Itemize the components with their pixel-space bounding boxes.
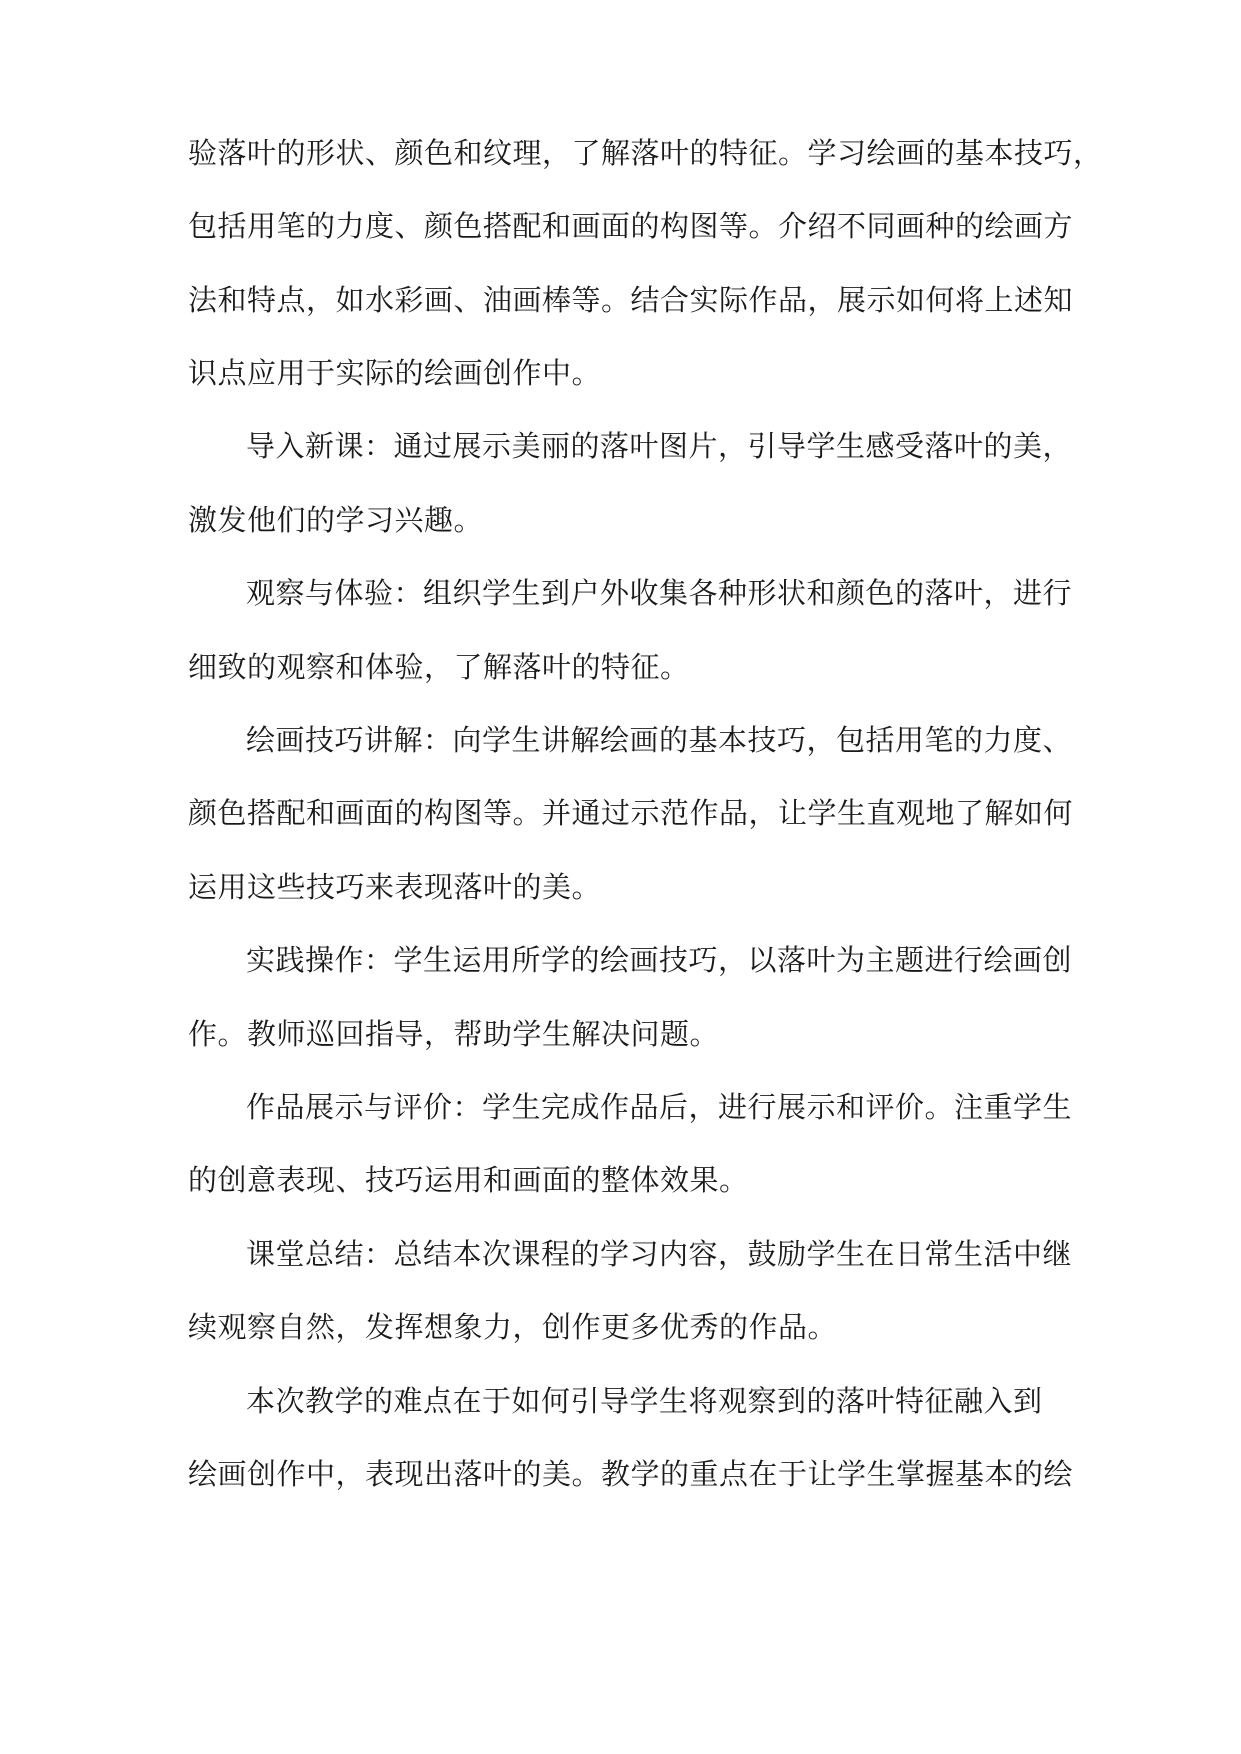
paragraph-first-line: 导入新课：通过展示美丽的落叶图片，引导学生感受落叶的美， (246, 429, 1073, 463)
text-line: 颜色搭配和画面的构图等。并通过示范作品，让学生直观地了解如何 (188, 796, 1074, 830)
paragraph-first-line: 作品展示与评价：学生完成作品后，进行展示和评价。注重学生 (246, 1090, 1073, 1124)
text-line: 运用这些技巧来表现落叶的美。 (188, 870, 602, 904)
text-line: 包括用笔的力度、颜色搭配和画面的构图等。介绍不同画种的绘画方 (188, 209, 1074, 243)
text-line: 的创意表现、技巧运用和画面的整体效果。 (188, 1163, 749, 1197)
text-line: 续观察自然，发挥想象力，创作更多优秀的作品。 (188, 1310, 838, 1344)
text-line: 细致的观察和体验，了解落叶的特征。 (188, 650, 690, 684)
text-line: 验落叶的形状、颜色和纹理，了解落叶的特征。学习绘画的基本技巧， (188, 136, 1103, 170)
paragraph-first-line: 实践操作：学生运用所学的绘画技巧，以落叶为主题进行绘画创 (246, 943, 1073, 977)
paragraph-first-line: 本次教学的难点在于如何引导学生将观察到的落叶特征融入到 (246, 1384, 1043, 1418)
paragraph-first-line: 观察与体验：组织学生到户外收集各种形状和颜色的落叶，进行 (246, 576, 1073, 610)
text-line: 法和特点，如水彩画、油画棒等。结合实际作品，展示如何将上述知 (188, 283, 1074, 317)
text-line: 作。教师巡回指导，帮助学生解决问题。 (188, 1017, 720, 1051)
text-line: 识点应用于实际的绘画创作中。 (188, 356, 602, 390)
text-line: 激发他们的学习兴趣。 (188, 503, 484, 537)
paragraph-first-line: 课堂总结：总结本次课程的学习内容，鼓励学生在日常生活中继 (246, 1237, 1073, 1271)
text-line: 绘画创作中，表现出落叶的美。教学的重点在于让学生掌握基本的绘 (188, 1457, 1074, 1491)
paragraph-first-line: 绘画技巧讲解：向学生讲解绘画的基本技巧，包括用笔的力度、 (246, 723, 1073, 757)
